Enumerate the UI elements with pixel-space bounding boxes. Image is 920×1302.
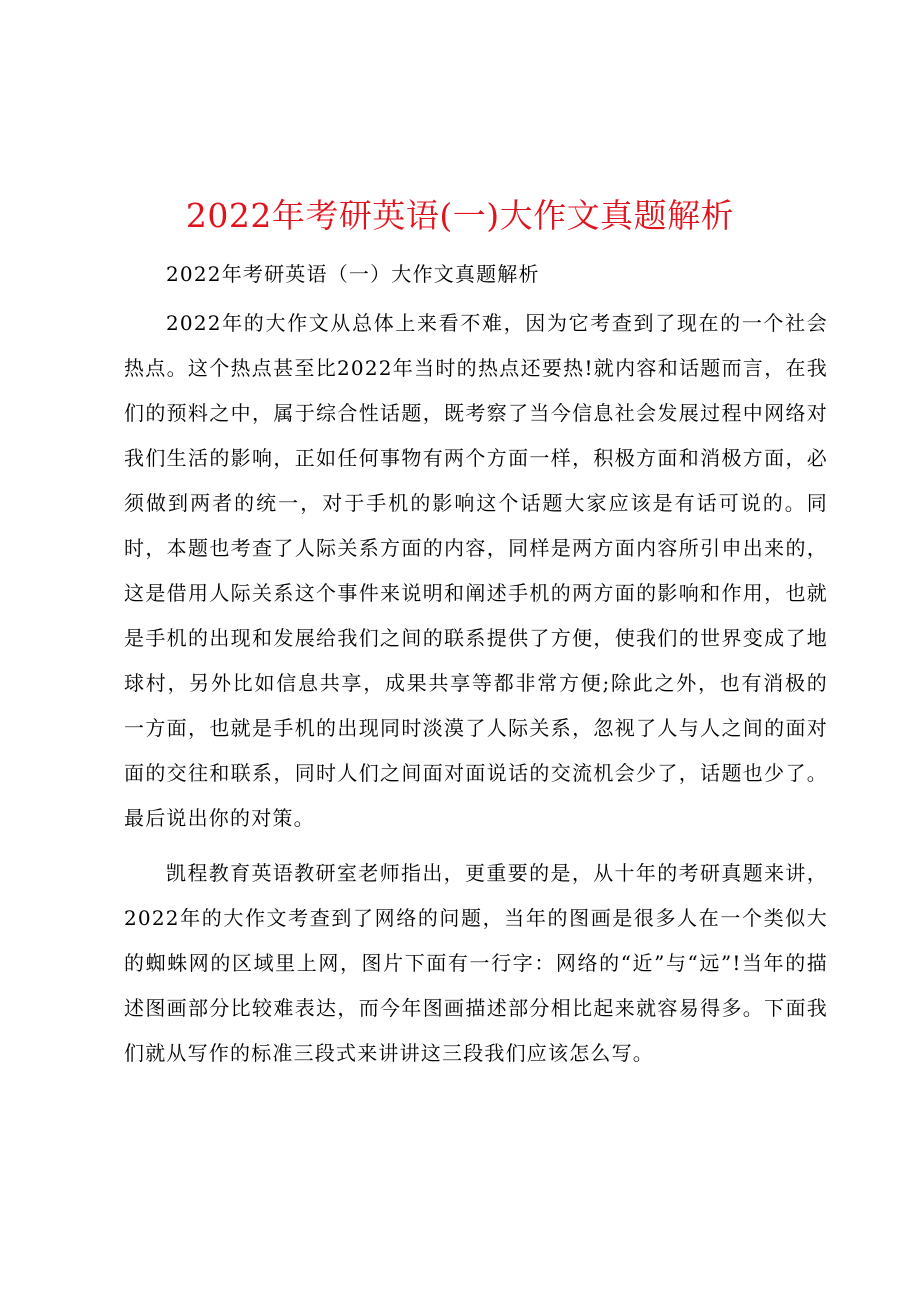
paragraph-2: 凯程教育英语教研室老师指出，更重要的是，从十年的考研真题来讲，2022年的大作文考查到了网络的问题，当年的图画是很多人在一个类似大的蜘蛛网的区域里上网，图片下面有一行字：网络的“近”与“远”!当年的描述图画部分比较难表达，而今年图画描述部分相比起来就容易得多。下面我们就从写作的标准三段式来讲讲这三段我们应该怎么写。	[124, 861, 828, 1065]
document-body	[124, 252, 828, 1076]
page-title: 2022年考研英语(一)大作文真题解析	[185, 196, 735, 235]
document-subtitle: 2022年考研英语（一）大作文真题解析	[166, 262, 540, 286]
paragraph-gap	[124, 841, 828, 851]
paragraph-1: 2022年的大作文从总体上来看不难，因为它考查到了现在的一个社会热点。这个热点甚至比2022年当时的热点还要热!就内容和话题而言，在我们的预料之中，属于综合性话题，既考察了当今信息社会发展过程中网络对我们生活的影响，正如任何事物有两个方面一样，积极方面和消极方面，必须做到两者的统一，对于手机的影响这个话题大家应该是有话可说的。同时，本题也考查了人际关系方面的内容，同样是两方面内容所引申出来的，这是借用人际关系这个事件来说明和阐述手机的两方面的影响和作用，也就是手机的出现和发展给我们之间的联系提供了方便，使我们的世界变成了地球村，另外比如信息共享，成果共享等都非常方便;除此之外，也有消极的一方面，也就是手机的出现同时淡漠了人际关系，忽视了人与人之间的面对面的交往和联系，同时人们之间面对面说话的交流机会少了，话题也少了。最后说出你的对策。	[124, 311, 828, 830]
